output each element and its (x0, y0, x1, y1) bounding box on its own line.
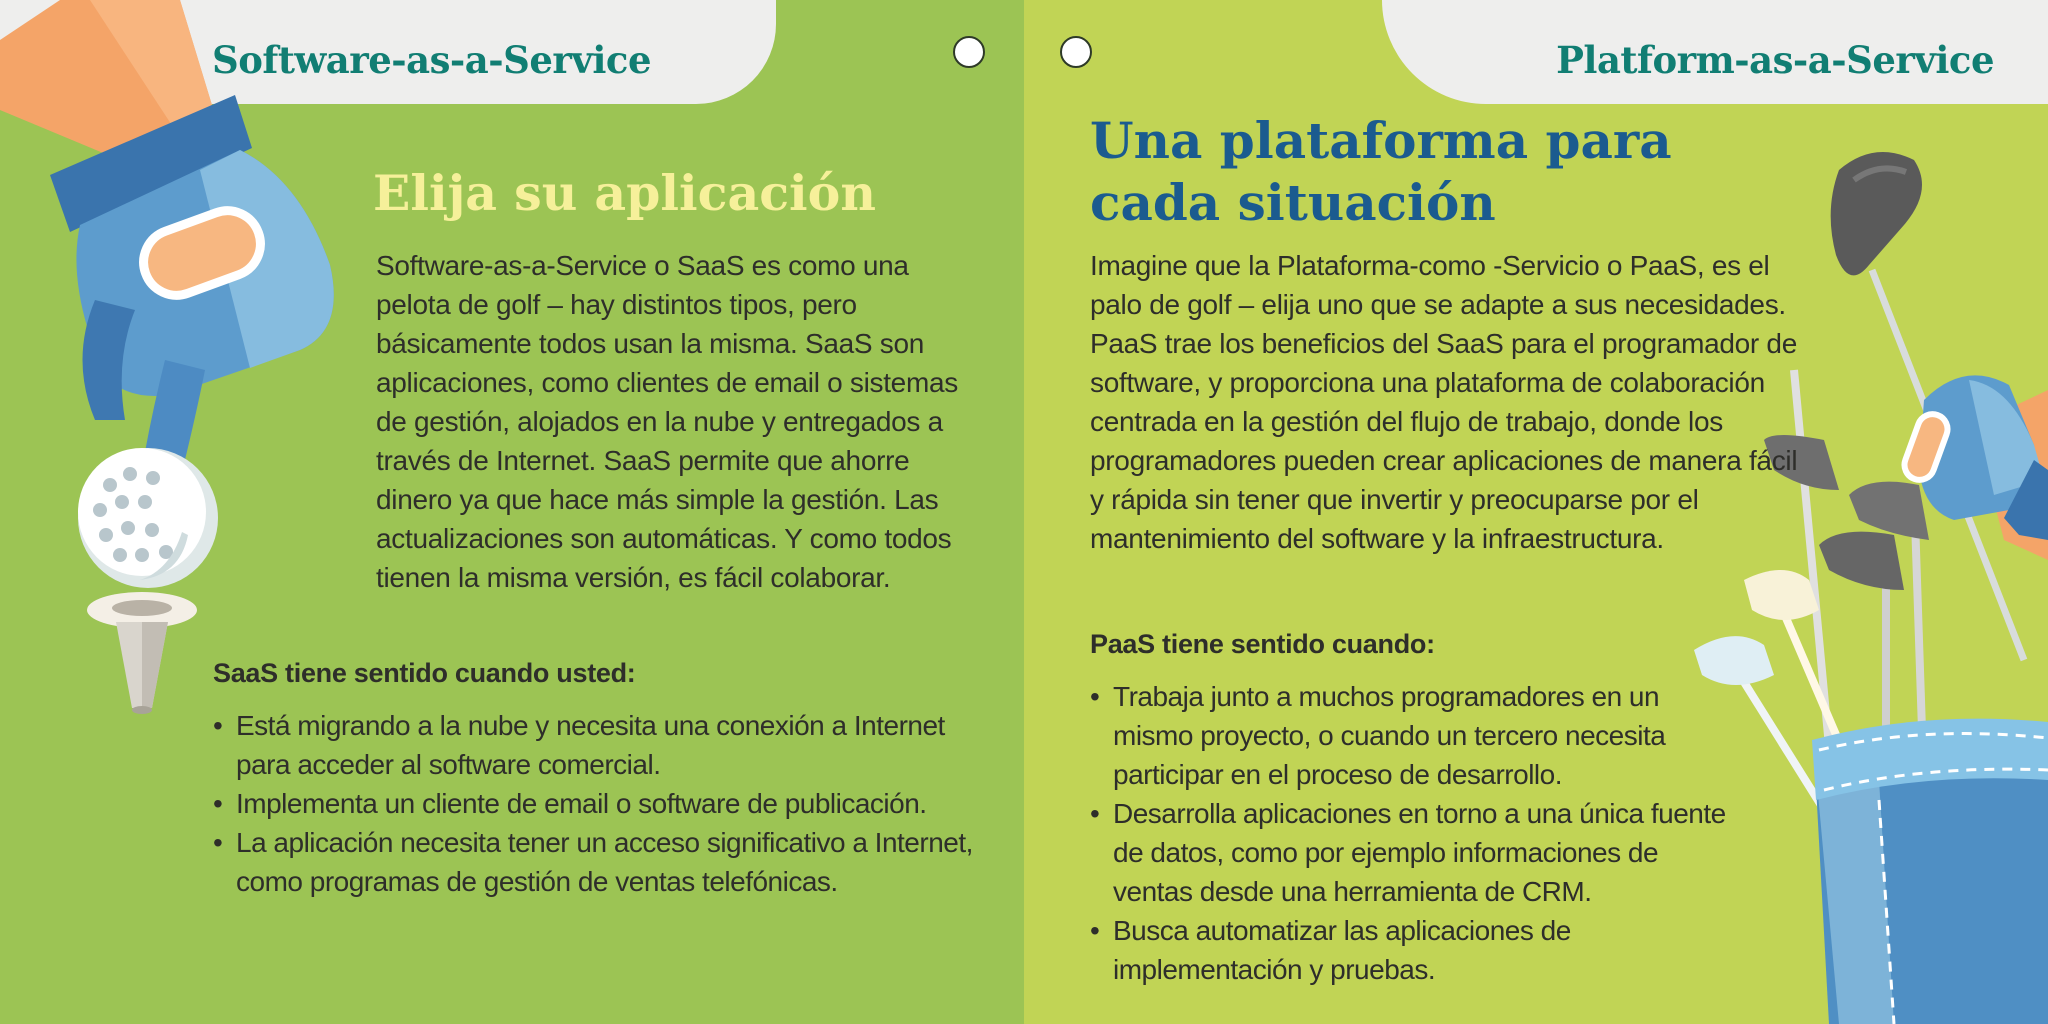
right-bullet-list (1090, 677, 1730, 989)
right-heading (1090, 110, 1672, 234)
list-item: • Busca automatizar las aplicaciones de implementación y pruebas. (1090, 911, 1730, 989)
left-body-text: Software-as-a-Service o SaaS es como una pelota de golf – hay distintos tipos, pero básicamente todos usan la misma. SaaS son aplicaciones, como clientes de email o sistemas de gestión, alojados en la nube y entregados a través de Internet. SaaS permite que ahorre dinero ya que hace más simple la gestión. Las actualizaciones son automáticas. Y como todos tienen la misma versión, es fácil colaborar. (376, 250, 958, 593)
right-heading-line2: cada situación (1090, 173, 1496, 232)
right-subheading: PaaS tiene sentido cuando: (1090, 629, 1435, 659)
list-item: • Desarrolla aplicaciones en torno a una única fuente de datos, como por ejemplo informaciones de ventas desde una herramienta de CRM. (1090, 794, 1730, 911)
left-bullet-list (213, 706, 993, 901)
right-tab (1382, 0, 2048, 104)
binder-hole-icon (1060, 36, 1092, 68)
right-heading-line1: Una plataforma para (1090, 111, 1672, 170)
golf-tee-icon (84, 590, 204, 720)
left-heading: Elija su aplicación (373, 164, 876, 222)
list-item: • Está migrando a la nube y necesita una conexión a Internet para acceder al software comercial. (213, 706, 993, 784)
list-item: • Trabaja junto a muchos programadores en un mismo proyecto, o cuando un tercero necesita participar en el proceso de desarrollo. (1090, 677, 1730, 794)
glove-hand-icon (0, 0, 360, 480)
list-item: • La aplicación necesita tener un acceso significativo a Internet, como programas de gestión de ventas telefónicas. (213, 823, 993, 901)
right-tab-title: Platform-as-a-Service (1556, 38, 1994, 82)
right-body-text: Imagine que la Plataforma-como -Servicio o PaaS, es el palo de golf – elija uno que se adapte a sus necesidades. PaaS trae los beneficios del SaaS para el programador de software, y proporciona una plataforma de colaboración centrada en la gestión del flujo de trabajo, donde los programadores pueden crear aplicaciones de manera fácil y rápida sin tener que invertir y preocuparse por el mantenimiento del software y la infraestructura. (1090, 250, 1798, 554)
golf-ball-icon (70, 440, 230, 600)
list-item: • Implementa un cliente de email o software de publicación. (213, 784, 993, 823)
left-subheading: SaaS tiene sentido cuando usted: (213, 658, 636, 688)
right-page (1024, 0, 2048, 1024)
left-tab-title: Software-as-a-Service (212, 38, 651, 82)
binder-hole-icon (953, 36, 985, 68)
